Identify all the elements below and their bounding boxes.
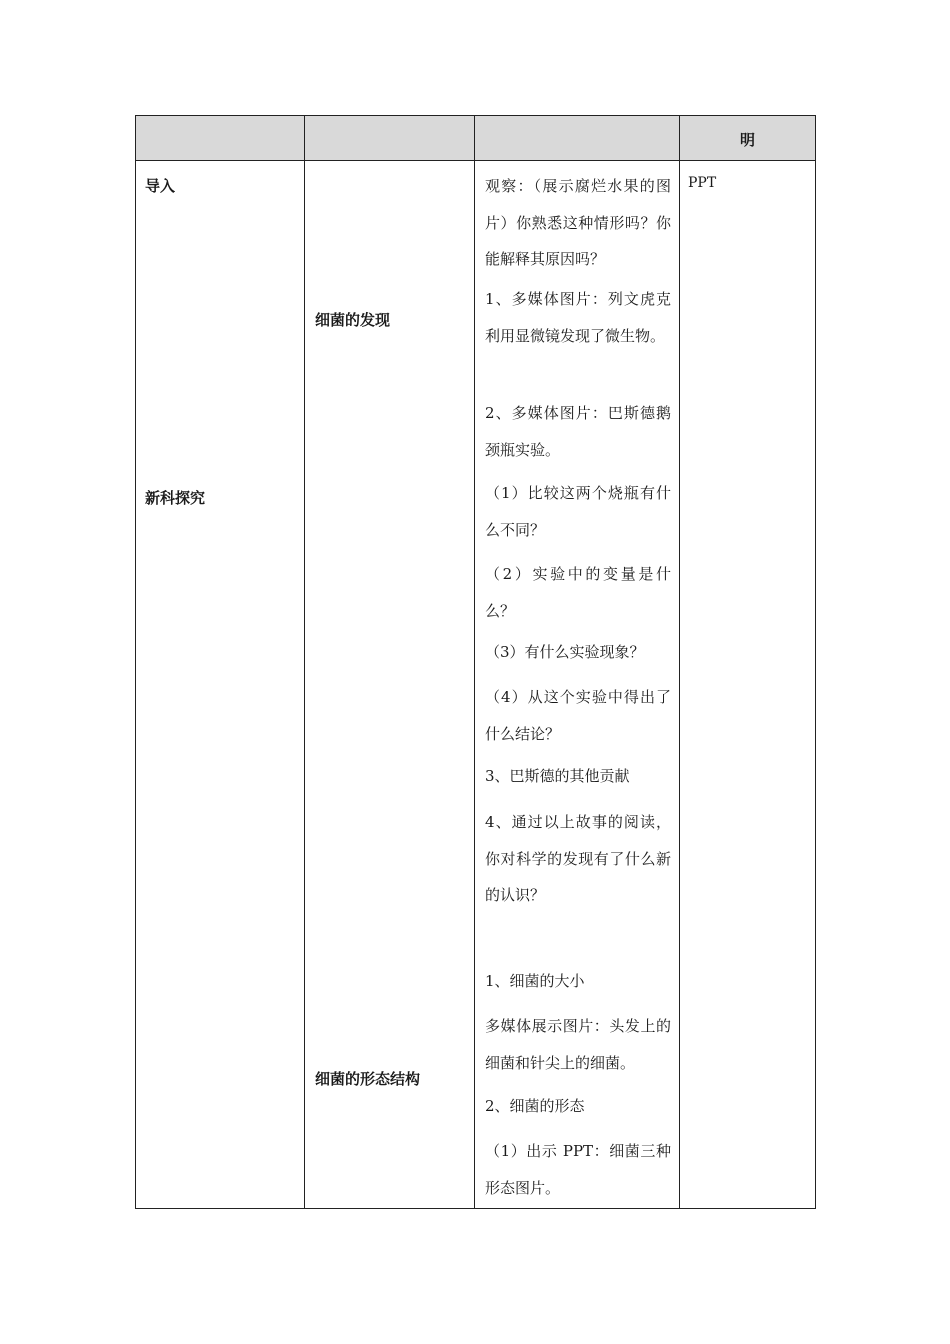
- activity-observe: 观察：（展示腐烂水果的图片）你熟悉这种情形吗？你能解释其原因吗？: [485, 177, 671, 268]
- activity-bacteria-shape: 2、细菌的形态: [485, 1097, 585, 1115]
- activity-shape-ppt: （1）出示 PPT：细菌三种形态图片。: [485, 1142, 671, 1197]
- topic-bacteria-discovery: 细菌的发现: [315, 311, 391, 329]
- activity-question-3: （3）有什么实验现象？: [485, 643, 645, 661]
- stage-explore: 新科探究: [145, 489, 206, 507]
- table-header-row: [135, 115, 816, 161]
- column-divider-1: [304, 115, 305, 1209]
- column-divider-2: [474, 115, 475, 1209]
- activity-pasteur-contributions: 3、巴斯德的其他贡献: [485, 767, 630, 785]
- activity-bacteria-size: 1、细菌的大小: [485, 972, 585, 990]
- column-divider-3: [679, 115, 680, 1209]
- table-border-left: [135, 115, 136, 1209]
- activity-leeuwenhoek: 1、多媒体图片：列文虎克利用显微镜发现了微生物。: [485, 290, 671, 345]
- activity-question-2: （2）实验中的变量是什么？: [485, 565, 671, 620]
- activity-question-4: （4）从这个实验中得出了什么结论？: [485, 688, 671, 743]
- table-border-bottom: [135, 1208, 816, 1209]
- activity-reflection: 4、通过以上故事的阅读，你对科学的发现有了什么新的认识？: [485, 813, 671, 904]
- activity-size-images: 多媒体展示图片：头发上的细菌和针尖上的细菌。: [485, 1017, 671, 1072]
- media-ppt: PPT: [688, 175, 717, 191]
- activity-question-1: （1）比较这两个烧瓶有什么不同？: [485, 484, 671, 539]
- table-border-right: [815, 115, 816, 1209]
- topic-bacteria-structure: 细菌的形态结构: [315, 1070, 421, 1088]
- header-divider: [135, 160, 816, 161]
- stage-intro: 导入: [145, 177, 176, 195]
- activity-pasteur-experiment: 2、多媒体图片：巴斯德鹅颈瓶实验。: [485, 404, 671, 459]
- table-border-top: [135, 115, 816, 116]
- header-col4-label: 明: [740, 131, 756, 149]
